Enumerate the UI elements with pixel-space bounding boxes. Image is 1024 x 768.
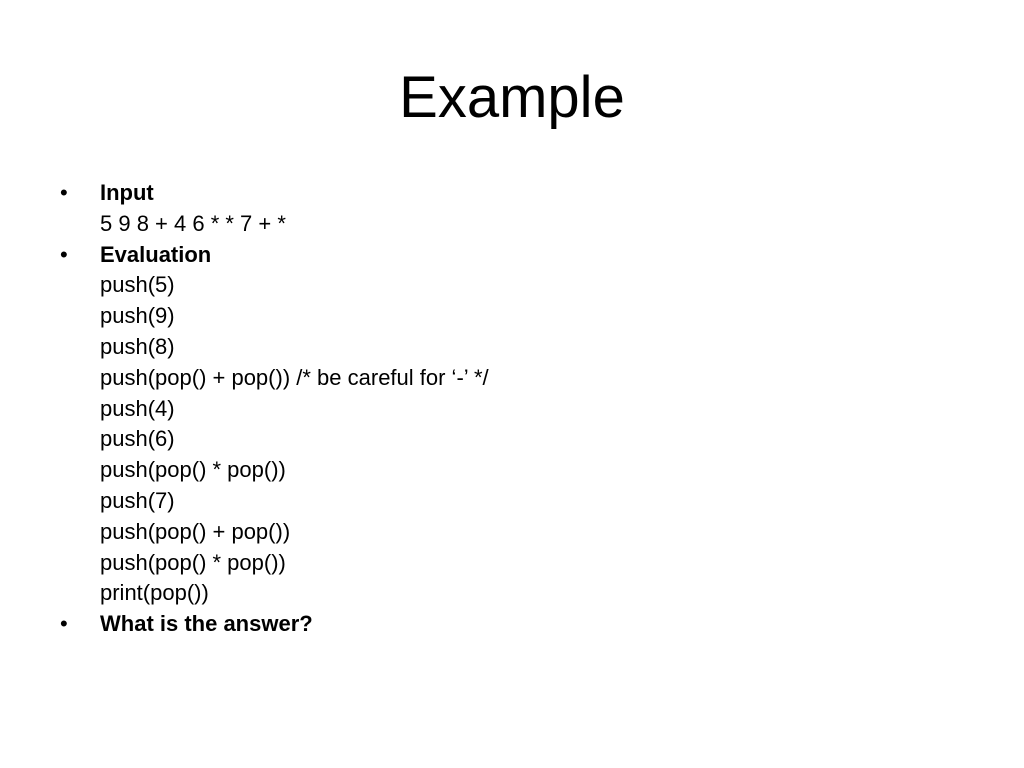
evaluation-step: push(pop() * pop()) — [100, 457, 286, 483]
evaluation-step: push(pop() * pop()) — [100, 549, 286, 575]
bullet-heading-evaluation: Evaluation — [100, 241, 212, 267]
bullet-evaluation — [60, 240, 960, 610]
input-expression: 5 9 8 + 4 6 * * 7 + * — [100, 210, 286, 236]
evaluation-step: push(8) — [100, 333, 175, 359]
evaluation-step: push(4) — [100, 395, 175, 421]
evaluation-step: push(pop() + pop()) — [100, 518, 291, 544]
evaluation-step: push(6) — [100, 426, 175, 452]
slide-content — [60, 178, 960, 640]
evaluation-step: push(9) — [100, 303, 175, 329]
bullet-dot-icon: • — [60, 241, 68, 267]
bullet-heading-question: What is the answer? — [100, 611, 313, 637]
evaluation-step: push(7) — [100, 487, 175, 513]
bullet-question — [60, 609, 960, 640]
bullet-dot-icon: • — [60, 611, 68, 637]
bullet-heading-input: Input — [100, 180, 154, 205]
evaluation-step: push(pop() + pop()) /* be careful for ‘-’ */ — [100, 364, 489, 390]
evaluation-step: push(5) — [100, 272, 175, 298]
slide-title: Example — [399, 65, 625, 130]
bullet-dot-icon: • — [60, 180, 68, 205]
evaluation-step: print(pop()) — [100, 580, 209, 606]
bullet-input — [60, 178, 960, 240]
